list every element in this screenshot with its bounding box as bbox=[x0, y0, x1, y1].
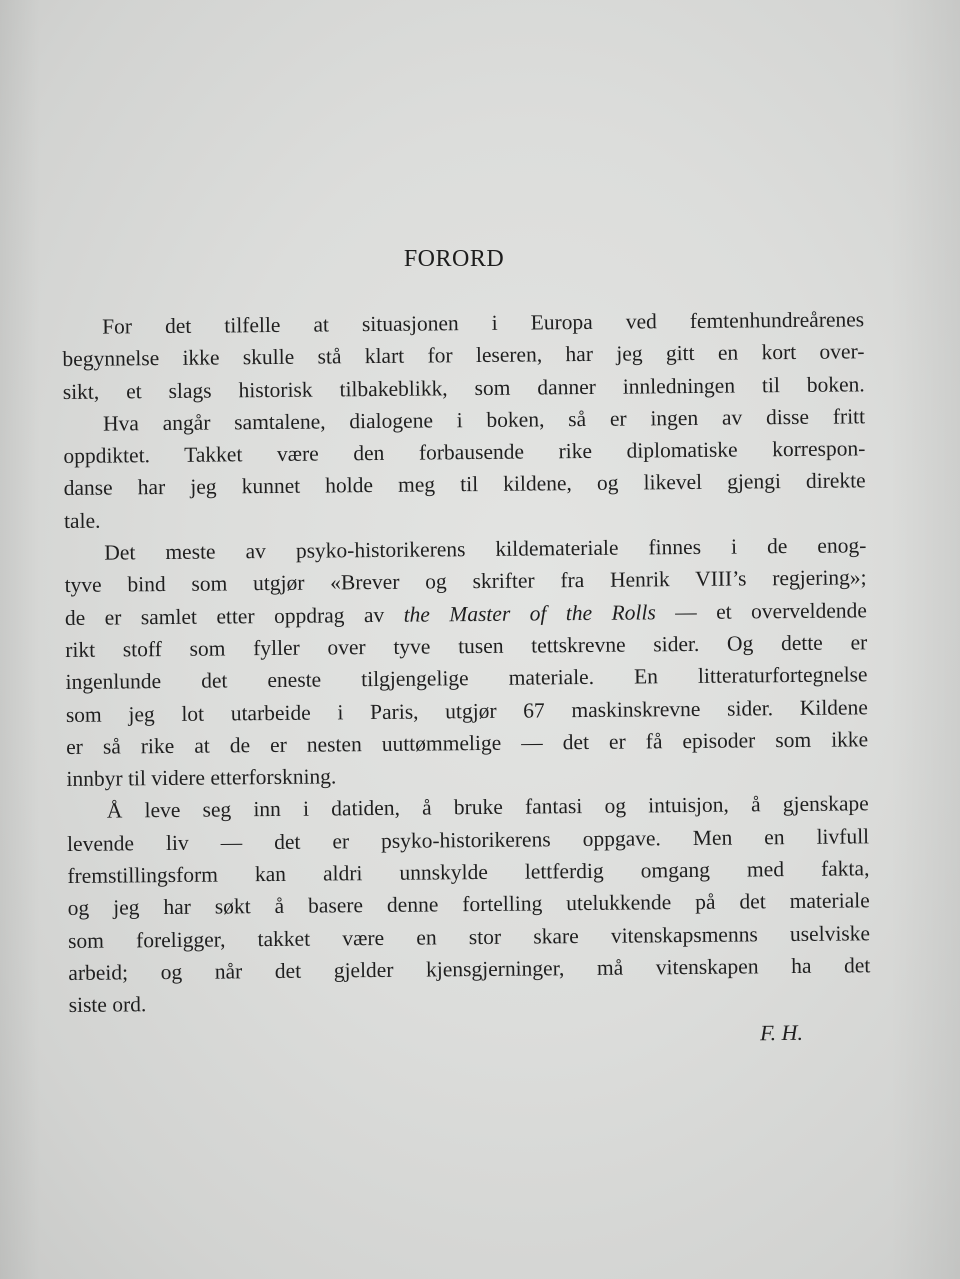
text-line: danse har jeg kunnet holde meg til kildene, og likevel gjengi direkte bbox=[63, 468, 866, 501]
text-line: ingenlunde det eneste tilgjengelige materiale. En litteraturfortegnelse bbox=[65, 662, 868, 695]
paragraph-2 bbox=[63, 400, 866, 537]
text-line: arbeid; og når det gjelder kjensgjerninger, må vitenskapen ha det bbox=[68, 953, 871, 985]
page-shadow-left bbox=[0, 0, 40, 1279]
page-shadow-right bbox=[890, 0, 960, 1279]
author-signature: F. H. bbox=[759, 1019, 804, 1046]
paragraph-1 bbox=[62, 303, 865, 408]
text-line: er så rike at de er nesten uuttømmelige — det er få episoder som ikke bbox=[66, 727, 869, 759]
text-line: Hva angår samtalene, dialogene i boken, så er ingen av disse fritt bbox=[102, 404, 866, 436]
text-line: tale. bbox=[63, 508, 101, 533]
text-line: sikt, et slags historisk tilbakeblikk, som danner innledningen til boken. bbox=[62, 371, 865, 404]
italic-title: the Master of the Rolls bbox=[403, 599, 656, 627]
text-segment: de er samlet etter oppdrag av bbox=[64, 602, 404, 630]
text-line: som jeg lot utarbeide i Paris, utgjør 67 maskinskrevne sider. Kildene bbox=[65, 694, 868, 727]
text-line: siste ord. bbox=[68, 992, 147, 1018]
text-line: Å leve seg inn i datiden, å bruke fantasi og intuisjon, å gjenskape bbox=[106, 791, 869, 824]
paragraph-3 bbox=[64, 529, 868, 795]
text-segment: — et overveldende bbox=[655, 597, 868, 624]
text-line: innbyr til videre etterforskning. bbox=[66, 764, 337, 792]
text-line: og jeg har søkt å basere denne fortelling utelukkende på det materiale bbox=[67, 888, 870, 921]
text-line: rikt stoff som fyller over tyve tusen tettskrevne sider. Og dette er bbox=[65, 630, 868, 662]
text-line: levende liv — det er psyko-historikerens oppgave. Men en livfull bbox=[66, 824, 870, 856]
text-line: For det tilfelle at situasjonen i Europa ved femtenhundreårenes bbox=[102, 307, 865, 339]
text-line: som foreligger, takket være en stor skare vitenskapsmenns uselviske bbox=[67, 920, 871, 953]
text-line: begynnelse ikke skulle stå klart for leseren, har jeg gitt en kort over- bbox=[62, 339, 865, 372]
text-line: fremstillingsform kan aldri unnskylde lettferdig omgang med fakta, bbox=[67, 856, 870, 889]
text-line: oppdiktet. Takket være den forbausende rike diplomatiske korrespon- bbox=[63, 436, 866, 469]
text-line: Det meste av psyko-historikerens kildemateriale finnes i de enog- bbox=[104, 533, 867, 565]
foreword-body bbox=[62, 303, 871, 1021]
paragraph-4 bbox=[67, 788, 871, 1022]
text-line: tyve bind som utgjør «Brever og skrifter fra Henrik VIII’s regjering»; bbox=[64, 565, 867, 598]
page-title: FORORD bbox=[403, 246, 505, 272]
